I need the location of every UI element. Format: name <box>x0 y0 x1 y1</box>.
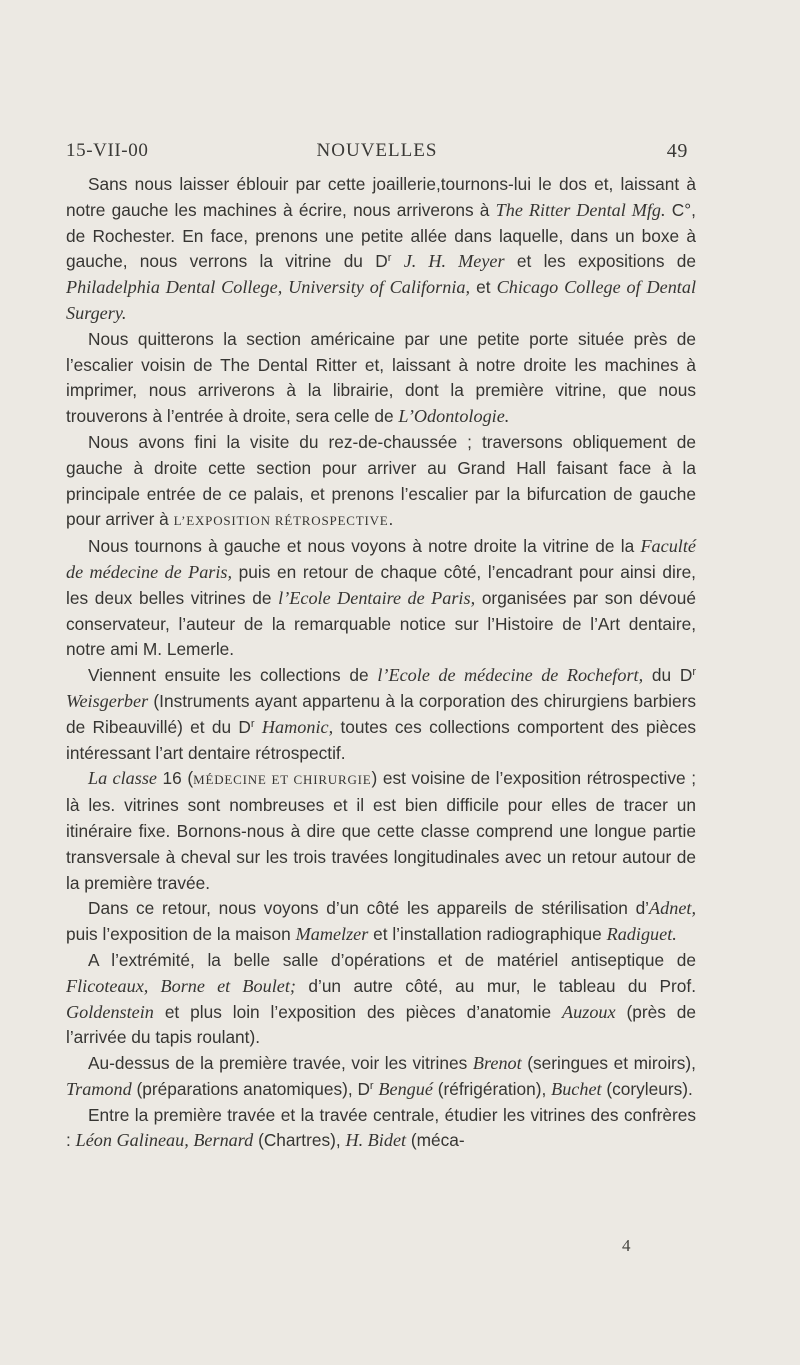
superscript-text: r <box>250 717 255 730</box>
text-run: 16 ( <box>156 768 194 789</box>
italic-text: Goldenstein <box>66 1001 154 1022</box>
italic-text: Hamonic, <box>261 716 334 737</box>
paragraph <box>66 430 696 534</box>
text-run: C°, de Rochester. En face, prenons une petite allée dans laquelle, dans un boxe à gauche, nous verrons la vitrine du D <box>66 199 696 272</box>
paragraph <box>66 1051 696 1103</box>
text-run: Entre la première travée et la travée centrale, étudier les vitrines des confrères : <box>66 1104 696 1151</box>
italic-text: Tramond <box>66 1078 132 1099</box>
italic-text: La classe <box>88 768 157 789</box>
text-run: d’un autre côté, au mur, le tableau du Prof. <box>295 975 696 996</box>
paragraph <box>66 663 696 766</box>
text-run: Nous quitterons la section américaine par une petite porte située près de l’escalier voisin de The Dental Ritter et, laissant à notre droite les machines à imprimer, nous arriverons à la librairie, dont la première vitrine, que nous trouverons à l’entrée à droite, sera celle de <box>66 328 696 427</box>
italic-text: H. Bidet <box>345 1130 407 1151</box>
text-run: et les expositions de <box>504 251 696 272</box>
text-run: et plus loin l’exposition des pièces d’anatomie <box>153 1001 563 1022</box>
italic-text: Mamelzer <box>295 924 369 945</box>
text-run: et l’installation radiographique <box>368 924 607 945</box>
text-run: (méca- <box>406 1130 465 1151</box>
italic-text: Bengué <box>378 1078 433 1099</box>
article-body <box>66 172 696 1154</box>
text-run: Au-dessus de la première travée, voir les vitrines <box>88 1053 473 1074</box>
text-run: puis en retour de chaque côté, l’encadrant pour ainsi dire, les deux belles vitrines de <box>66 561 696 608</box>
paragraph <box>66 766 696 896</box>
text-run: du D <box>643 665 693 686</box>
paragraph <box>66 534 696 663</box>
text-run: (Chartres), <box>253 1130 346 1151</box>
text-run: Viennent ensuite les collections de <box>88 665 378 686</box>
text-run: (près de l’arrivée du tapis roulant). <box>66 1001 697 1048</box>
text-run <box>255 717 262 737</box>
superscript-text: r <box>387 252 392 265</box>
text-run: Dans ce retour, nous voyons d’un côté les appareils de stérilisation d’ <box>88 898 650 919</box>
text-run: (réfrigération), <box>432 1078 552 1099</box>
italic-text: Chicago College of Dental Surgery. <box>66 277 697 323</box>
italic-text: J. H. Meyer <box>403 251 505 272</box>
italic-text: Brenot <box>472 1053 522 1074</box>
paragraph <box>66 948 696 1051</box>
page-number: 49 <box>666 140 688 162</box>
text-run: . <box>388 509 394 530</box>
text-run: A l’extrémité, la belle salle d’opérations et de matériel antiseptique de <box>88 949 696 970</box>
text-run: (Instruments ayant appartenu à la corporation des chirurgiens barbiers de Ribeauvillé) et du D <box>66 690 696 737</box>
italic-text: Léon Galineau, Bernard <box>75 1130 254 1151</box>
italic-text: Flicoteaux, Borne et Boulet; <box>66 975 296 996</box>
paragraph <box>66 896 696 948</box>
text-run: (coryleurs). <box>601 1078 693 1099</box>
running-header <box>66 140 688 166</box>
section-title: NOUVELLES <box>316 140 438 161</box>
issue-date: 15-VII-00 <box>66 140 149 161</box>
italic-text: Adnet, <box>649 898 696 919</box>
text-run: et <box>470 277 497 298</box>
italic-text: l’Ecole Dentaire de Paris, <box>278 587 476 608</box>
text-run: (préparations anatomiques), D <box>131 1078 370 1099</box>
text-run: Nous avons fini la visite du rez-de-chaussée ; traversons obliquement de gauche à droite cette section pour arriver au Grand Hall faisant face à la principale entrée de ce palais, et prenons l’escalier par la bifurcation de gauche pour arriver à <box>66 431 696 530</box>
italic-text: Weisgerber <box>66 690 149 711</box>
paragraph <box>66 327 696 430</box>
text-run: puis l’exposition de la maison <box>66 924 296 945</box>
small-caps-text: L’EXPOSITION RÉTROSPECTIVE <box>173 513 389 529</box>
text-run: Nous tournons à gauche et nous voyons à notre droite la vitrine de la <box>88 536 641 557</box>
italic-text: The Ritter Dental Mfg. <box>495 199 666 220</box>
paragraph <box>66 1103 696 1155</box>
italic-text: Buchet <box>551 1078 602 1099</box>
superscript-text: r <box>369 1079 374 1092</box>
italic-text: l’Ecole de médecine de Rochefort, <box>377 665 644 686</box>
text-run: toutes ces collections comportent des pièces intéressant l’art dentaire rétrospectif. <box>66 716 696 763</box>
italic-text: Radiguet. <box>606 924 677 945</box>
italic-text: Faculté de médecine de Paris, <box>66 536 696 582</box>
text-run <box>391 251 403 271</box>
small-caps-text: MÉDECINE ET CHIRURGIE <box>193 772 372 788</box>
italic-text: Philadelphia Dental College, University of California, <box>66 277 471 298</box>
text-run: ) est voisine de l’exposition rétrospective ; là les. vitrines sont nombreuses et il est bien difficile pour elles de tracer un itinéraire fixe. Bornons-nous à dire que cette classe comprend une longue partie transversale à cheval sur les trois travées longitudinales avec un retour autour de la première travée. <box>66 768 696 893</box>
superscript-text: r <box>692 666 696 679</box>
text-run: Sans nous laisser éblouir par cette joaillerie,tournons-lui le dos et, laissant à notre gauche les machines à écrire, nous arriverons à <box>66 174 696 220</box>
italic-text: L’Odontologie. <box>398 406 510 427</box>
signature-mark: 4 <box>622 1236 631 1255</box>
italic-text: Auzoux <box>562 1001 616 1022</box>
paragraph <box>66 172 696 327</box>
text-run: organisées par son dévoué conservateur, l’auteur de la remarquable notice sur l’Histoire de l’Art dentaire, notre ami M. Lemerle. <box>66 587 696 660</box>
text-run: (seringues et miroirs), <box>521 1053 696 1074</box>
